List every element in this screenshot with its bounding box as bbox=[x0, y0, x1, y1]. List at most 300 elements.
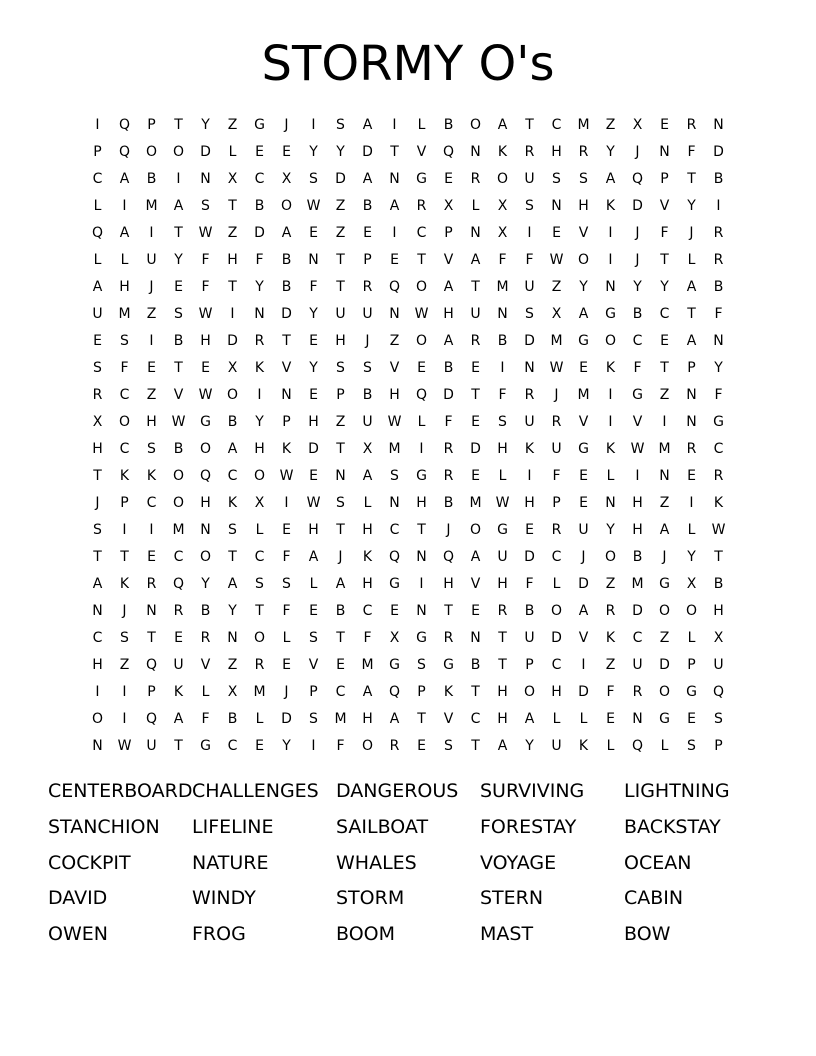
grid-letter: C bbox=[254, 171, 265, 187]
grid-letter: L bbox=[660, 738, 669, 754]
grid-letter: E bbox=[147, 360, 156, 376]
grid-letter: T bbox=[174, 738, 183, 754]
grid-letter: C bbox=[119, 387, 130, 403]
grid-letter: Z bbox=[146, 306, 157, 322]
grid-letter: F bbox=[309, 279, 318, 295]
grid-letter: F bbox=[525, 576, 534, 592]
grid-letter: J bbox=[689, 225, 694, 241]
grid-letter: M bbox=[334, 711, 347, 727]
grid-letter: K bbox=[443, 684, 454, 700]
grid-letter: T bbox=[228, 549, 237, 565]
grid-letter: L bbox=[93, 252, 102, 268]
grid-letter: R bbox=[470, 171, 481, 187]
grid-letter: U bbox=[146, 252, 157, 268]
grid-letter: U bbox=[524, 630, 535, 646]
grid-letter: Q bbox=[172, 576, 185, 592]
grid-letter: Q bbox=[442, 549, 455, 565]
grid-row bbox=[84, 733, 732, 760]
grid-letter: E bbox=[579, 360, 588, 376]
grid-letter: B bbox=[335, 603, 346, 619]
word-list bbox=[48, 774, 768, 953]
grid-letter: R bbox=[362, 279, 373, 295]
grid-letter: N bbox=[389, 495, 400, 511]
grid-letter: Q bbox=[199, 468, 212, 484]
grid-letter: S bbox=[147, 441, 156, 457]
grid-row bbox=[84, 544, 732, 571]
grid-letter: B bbox=[146, 171, 157, 187]
grid-letter: I bbox=[149, 225, 154, 241]
grid-letter: I bbox=[689, 495, 694, 511]
grid-letter: H bbox=[497, 576, 508, 592]
grid-letter: A bbox=[578, 603, 589, 619]
grid-letter: U bbox=[362, 306, 373, 322]
grid-letter: P bbox=[417, 684, 426, 700]
word-list-item: SAILBOAT bbox=[336, 815, 429, 838]
grid-letter: I bbox=[392, 225, 397, 241]
grid-letter: F bbox=[525, 252, 534, 268]
grid-letter: Y bbox=[201, 117, 210, 133]
word-list-item: OCEAN bbox=[624, 851, 692, 874]
grid-letter: H bbox=[308, 522, 319, 538]
grid-letter: R bbox=[713, 468, 724, 484]
grid-letter: U bbox=[497, 549, 508, 565]
grid-letter: F bbox=[282, 603, 291, 619]
grid-letter: T bbox=[390, 144, 399, 160]
grid-letter: B bbox=[524, 603, 535, 619]
grid-letter: L bbox=[606, 468, 615, 484]
grid-letter: K bbox=[605, 630, 616, 646]
grid-letter: X bbox=[497, 225, 508, 241]
grid-letter: W bbox=[549, 360, 564, 376]
grid-letter: T bbox=[174, 360, 183, 376]
grid-letter: G bbox=[254, 117, 265, 133]
grid-letter: C bbox=[551, 117, 562, 133]
grid-letter: E bbox=[282, 657, 291, 673]
grid-letter: L bbox=[255, 522, 264, 538]
grid-letter: K bbox=[524, 441, 535, 457]
grid-letter: L bbox=[552, 576, 561, 592]
grid-letter: G bbox=[659, 576, 670, 592]
grid-letter: H bbox=[254, 441, 265, 457]
grid-row bbox=[84, 625, 732, 652]
grid-letter: L bbox=[228, 144, 237, 160]
grid-letter: Z bbox=[227, 657, 238, 673]
grid-letter: L bbox=[417, 414, 426, 430]
grid-letter: T bbox=[282, 333, 291, 349]
grid-letter: B bbox=[281, 252, 292, 268]
grid-letter: Y bbox=[579, 279, 588, 295]
grid-letter: H bbox=[524, 495, 535, 511]
grid-letter: V bbox=[632, 414, 643, 430]
grid-letter: T bbox=[417, 711, 426, 727]
grid-letter: I bbox=[527, 468, 532, 484]
grid-letter: D bbox=[632, 198, 643, 214]
grid-letter: P bbox=[660, 171, 669, 187]
grid-letter: H bbox=[497, 711, 508, 727]
grid-letter: N bbox=[632, 711, 643, 727]
grid-letter: Y bbox=[228, 603, 237, 619]
grid-letter: C bbox=[227, 738, 238, 754]
grid-letter: T bbox=[714, 549, 723, 565]
grid-letter: W bbox=[198, 387, 213, 403]
grid-letter: V bbox=[416, 144, 427, 160]
grid-letter: R bbox=[524, 387, 535, 403]
grid-letter: N bbox=[605, 279, 616, 295]
grid-letter: M bbox=[496, 279, 509, 295]
grid-letter: E bbox=[525, 522, 534, 538]
grid-letter: C bbox=[551, 549, 562, 565]
grid-row bbox=[84, 166, 732, 193]
grid-letter: Y bbox=[687, 198, 696, 214]
grid-letter: B bbox=[632, 306, 643, 322]
grid-letter: B bbox=[713, 171, 724, 187]
grid-letter: X bbox=[497, 198, 508, 214]
grid-letter: S bbox=[363, 360, 372, 376]
grid-letter: L bbox=[606, 738, 615, 754]
grid-letter: R bbox=[497, 603, 508, 619]
grid-letter: H bbox=[551, 144, 562, 160]
grid-letter: S bbox=[120, 630, 129, 646]
grid-letter: R bbox=[551, 522, 562, 538]
grid-letter: I bbox=[95, 684, 100, 700]
grid-letter: C bbox=[254, 549, 265, 565]
grid-letter: E bbox=[471, 360, 480, 376]
grid-letter: D bbox=[713, 144, 724, 160]
grid-letter: N bbox=[416, 603, 427, 619]
grid-letter: A bbox=[497, 738, 508, 754]
grid-letter: T bbox=[336, 279, 345, 295]
grid-letter: O bbox=[118, 414, 131, 430]
grid-letter: E bbox=[363, 225, 372, 241]
grid-letter: O bbox=[199, 549, 212, 565]
grid-letter: Q bbox=[631, 738, 644, 754]
grid-letter: F bbox=[201, 252, 210, 268]
grid-letter: N bbox=[281, 387, 292, 403]
grid-letter: I bbox=[122, 198, 127, 214]
grid-letter: B bbox=[281, 279, 292, 295]
grid-letter: N bbox=[686, 387, 697, 403]
grid-letter: Y bbox=[336, 144, 345, 160]
grid-letter: Z bbox=[551, 279, 562, 295]
grid-letter: M bbox=[631, 576, 644, 592]
grid-letter: D bbox=[281, 306, 292, 322]
grid-letter: H bbox=[362, 522, 373, 538]
grid-letter: A bbox=[524, 711, 535, 727]
grid-letter: E bbox=[417, 738, 426, 754]
grid-letter: U bbox=[551, 738, 562, 754]
grid-letter: A bbox=[119, 171, 130, 187]
grid-letter: Y bbox=[714, 360, 723, 376]
grid-letter: E bbox=[444, 171, 453, 187]
grid-letter: W bbox=[117, 738, 132, 754]
grid-letter: W bbox=[414, 306, 429, 322]
word-list-item: FROG bbox=[192, 923, 246, 946]
grid-letter: F bbox=[687, 144, 696, 160]
grid-letter: H bbox=[578, 198, 589, 214]
grid-letter: G bbox=[416, 171, 427, 187]
grid-letter: B bbox=[362, 387, 373, 403]
grid-letter: E bbox=[309, 603, 318, 619]
grid-letter: E bbox=[309, 387, 318, 403]
grid-letter: R bbox=[173, 603, 184, 619]
grid-letter: A bbox=[686, 279, 697, 295]
grid-letter: A bbox=[308, 549, 319, 565]
grid-row bbox=[84, 193, 732, 220]
grid-letter: O bbox=[577, 252, 590, 268]
grid-letter: N bbox=[146, 603, 157, 619]
grid-letter: A bbox=[227, 576, 238, 592]
grid-letter: P bbox=[687, 360, 696, 376]
grid-letter: Q bbox=[118, 144, 131, 160]
grid-letter: I bbox=[311, 117, 316, 133]
word-list-item: WINDY bbox=[192, 887, 256, 910]
grid-letter: G bbox=[389, 657, 400, 673]
grid-letter: S bbox=[93, 360, 102, 376]
grid-letter: J bbox=[95, 495, 100, 511]
grid-letter: C bbox=[173, 549, 184, 565]
grid-letter: V bbox=[578, 225, 589, 241]
grid-letter: Y bbox=[687, 549, 696, 565]
grid-letter: A bbox=[659, 522, 670, 538]
grid-letter: F bbox=[336, 738, 345, 754]
grid-letter: Z bbox=[146, 387, 157, 403]
grid-letter: H bbox=[416, 495, 427, 511]
grid-letter: L bbox=[201, 684, 210, 700]
grid-letter: Z bbox=[335, 414, 346, 430]
grid-letter: M bbox=[172, 522, 185, 538]
grid-row bbox=[84, 409, 732, 436]
grid-letter: S bbox=[282, 576, 291, 592]
grid-letter: F bbox=[282, 549, 291, 565]
grid-letter: H bbox=[92, 657, 103, 673]
grid-letter: E bbox=[471, 603, 480, 619]
grid-letter: T bbox=[147, 630, 156, 646]
grid-letter: Z bbox=[227, 225, 238, 241]
grid-row bbox=[84, 328, 732, 355]
grid-letter: D bbox=[254, 225, 265, 241]
grid-letter: I bbox=[176, 171, 181, 187]
grid-letter: U bbox=[524, 279, 535, 295]
grid-letter: C bbox=[389, 522, 400, 538]
grid-letter: O bbox=[226, 387, 239, 403]
grid-letter: N bbox=[524, 360, 535, 376]
grid-letter: O bbox=[280, 198, 293, 214]
grid-letter: F bbox=[633, 360, 642, 376]
word-list-item: BOW bbox=[624, 923, 671, 946]
grid-letter: Y bbox=[255, 279, 264, 295]
grid-letter: D bbox=[335, 171, 346, 187]
grid-letter: C bbox=[632, 630, 643, 646]
grid-letter: U bbox=[470, 306, 481, 322]
grid-letter: Y bbox=[606, 144, 615, 160]
grid-letter: T bbox=[471, 387, 480, 403]
grid-letter: E bbox=[309, 468, 318, 484]
word-list-item: BACKSTAY bbox=[624, 815, 721, 838]
grid-letter: E bbox=[201, 360, 210, 376]
grid-letter: I bbox=[95, 117, 100, 133]
grid-letter: E bbox=[93, 333, 102, 349]
grid-letter: A bbox=[92, 279, 103, 295]
grid-letter: N bbox=[605, 495, 616, 511]
grid-letter: S bbox=[336, 495, 345, 511]
grid-letter: R bbox=[605, 603, 616, 619]
grid-letter: X bbox=[362, 441, 373, 457]
grid-letter: A bbox=[362, 468, 373, 484]
grid-letter: L bbox=[498, 468, 507, 484]
grid-letter: R bbox=[632, 684, 643, 700]
grid-letter: S bbox=[525, 306, 534, 322]
grid-letter: I bbox=[122, 684, 127, 700]
grid-letter: Y bbox=[660, 279, 669, 295]
grid-letter: C bbox=[659, 306, 670, 322]
grid-letter: Z bbox=[389, 333, 400, 349]
grid-letter: S bbox=[444, 738, 453, 754]
grid-letter: W bbox=[630, 441, 645, 457]
grid-row bbox=[84, 517, 732, 544]
grid-letter: E bbox=[174, 630, 183, 646]
grid-letter: E bbox=[660, 117, 669, 133]
grid-letter: J bbox=[581, 549, 586, 565]
grid-letter: Y bbox=[309, 144, 318, 160]
grid-letter: O bbox=[199, 441, 212, 457]
grid-letter: K bbox=[605, 441, 616, 457]
grid-letter: X bbox=[443, 198, 454, 214]
grid-letter: P bbox=[363, 252, 372, 268]
grid-letter: I bbox=[122, 522, 127, 538]
grid-letter: M bbox=[658, 441, 671, 457]
grid-letter: N bbox=[713, 333, 724, 349]
grid-letter: M bbox=[577, 387, 590, 403]
grid-letter: U bbox=[524, 171, 535, 187]
grid-letter: Q bbox=[91, 225, 104, 241]
grid-letter: S bbox=[336, 360, 345, 376]
grid-letter: I bbox=[230, 306, 235, 322]
grid-letter: M bbox=[253, 684, 266, 700]
grid-letter: G bbox=[659, 711, 670, 727]
grid-letter: N bbox=[416, 549, 427, 565]
grid-letter: D bbox=[632, 603, 643, 619]
grid-letter: I bbox=[122, 711, 127, 727]
grid-letter: D bbox=[200, 144, 211, 160]
grid-letter: Y bbox=[525, 738, 534, 754]
grid-letter: E bbox=[606, 711, 615, 727]
grid-letter: U bbox=[146, 738, 157, 754]
grid-letter: E bbox=[390, 252, 399, 268]
grid-letter: P bbox=[120, 495, 129, 511]
grid-letter: K bbox=[119, 468, 130, 484]
grid-letter: Y bbox=[282, 738, 291, 754]
grid-letter: E bbox=[660, 333, 669, 349]
grid-letter: H bbox=[92, 441, 103, 457]
grid-letter: H bbox=[119, 279, 130, 295]
grid-letter: K bbox=[497, 144, 508, 160]
grid-letter: K bbox=[173, 684, 184, 700]
grid-letter: J bbox=[122, 603, 127, 619]
grid-letter: A bbox=[173, 711, 184, 727]
grid-letter: H bbox=[227, 252, 238, 268]
grid-letter: U bbox=[713, 657, 724, 673]
grid-letter: H bbox=[443, 306, 454, 322]
grid-letter: S bbox=[525, 198, 534, 214]
grid-letter: D bbox=[659, 657, 670, 673]
grid-letter: R bbox=[470, 333, 481, 349]
grid-letter: R bbox=[578, 144, 589, 160]
grid-letter: I bbox=[662, 414, 667, 430]
grid-letter: A bbox=[605, 171, 616, 187]
grid-letter: D bbox=[443, 387, 454, 403]
grid-letter: I bbox=[149, 522, 154, 538]
grid-letter: U bbox=[173, 657, 184, 673]
grid-letter: X bbox=[92, 414, 103, 430]
grid-letter: Z bbox=[605, 117, 616, 133]
grid-letter: U bbox=[578, 522, 589, 538]
grid-letter: I bbox=[716, 198, 721, 214]
word-list-item: STORM bbox=[336, 887, 405, 910]
grid-letter: P bbox=[525, 657, 534, 673]
word-list-item: FORESTAY bbox=[480, 815, 577, 838]
grid-letter: J bbox=[365, 333, 370, 349]
grid-letter: N bbox=[686, 414, 697, 430]
grid-letter: R bbox=[200, 630, 211, 646]
grid-letter: W bbox=[711, 522, 726, 538]
grid-letter: F bbox=[363, 630, 372, 646]
grid-letter: C bbox=[362, 603, 373, 619]
grid-letter: S bbox=[93, 522, 102, 538]
grid-letter: T bbox=[336, 252, 345, 268]
grid-letter: G bbox=[200, 738, 211, 754]
grid-letter: X bbox=[632, 117, 643, 133]
grid-row bbox=[84, 112, 732, 139]
grid-letter: T bbox=[174, 117, 183, 133]
grid-letter: D bbox=[308, 441, 319, 457]
grid-letter: H bbox=[146, 414, 157, 430]
grid-letter: O bbox=[145, 144, 158, 160]
grid-letter: E bbox=[282, 144, 291, 160]
grid-letter: N bbox=[389, 171, 400, 187]
grid-letter: O bbox=[658, 684, 671, 700]
grid-letter: S bbox=[255, 576, 264, 592]
grid-letter: Q bbox=[118, 117, 131, 133]
grid-row bbox=[84, 490, 732, 517]
grid-letter: T bbox=[417, 252, 426, 268]
grid-letter: H bbox=[389, 387, 400, 403]
grid-letter: N bbox=[92, 738, 103, 754]
grid-letter: E bbox=[309, 225, 318, 241]
grid-letter: Z bbox=[659, 495, 670, 511]
grid-letter: O bbox=[469, 117, 482, 133]
grid-letter: T bbox=[93, 549, 102, 565]
grid-letter: H bbox=[443, 576, 454, 592]
grid-letter: R bbox=[254, 657, 265, 673]
grid-letter: F bbox=[498, 252, 507, 268]
grid-letter: D bbox=[578, 576, 589, 592]
grid-letter: J bbox=[338, 549, 343, 565]
grid-letter: C bbox=[470, 711, 481, 727]
grid-row bbox=[84, 382, 732, 409]
grid-letter: P bbox=[336, 387, 345, 403]
grid-letter: X bbox=[686, 576, 697, 592]
grid-letter: O bbox=[361, 738, 374, 754]
grid-letter: J bbox=[446, 522, 451, 538]
grid-letter: R bbox=[443, 441, 454, 457]
grid-letter: O bbox=[469, 522, 482, 538]
grid-letter: S bbox=[174, 306, 183, 322]
grid-letter: P bbox=[552, 495, 561, 511]
grid-letter: S bbox=[714, 711, 723, 727]
grid-letter: J bbox=[149, 279, 154, 295]
grid-letter: R bbox=[92, 387, 103, 403]
grid-letter: L bbox=[282, 630, 291, 646]
